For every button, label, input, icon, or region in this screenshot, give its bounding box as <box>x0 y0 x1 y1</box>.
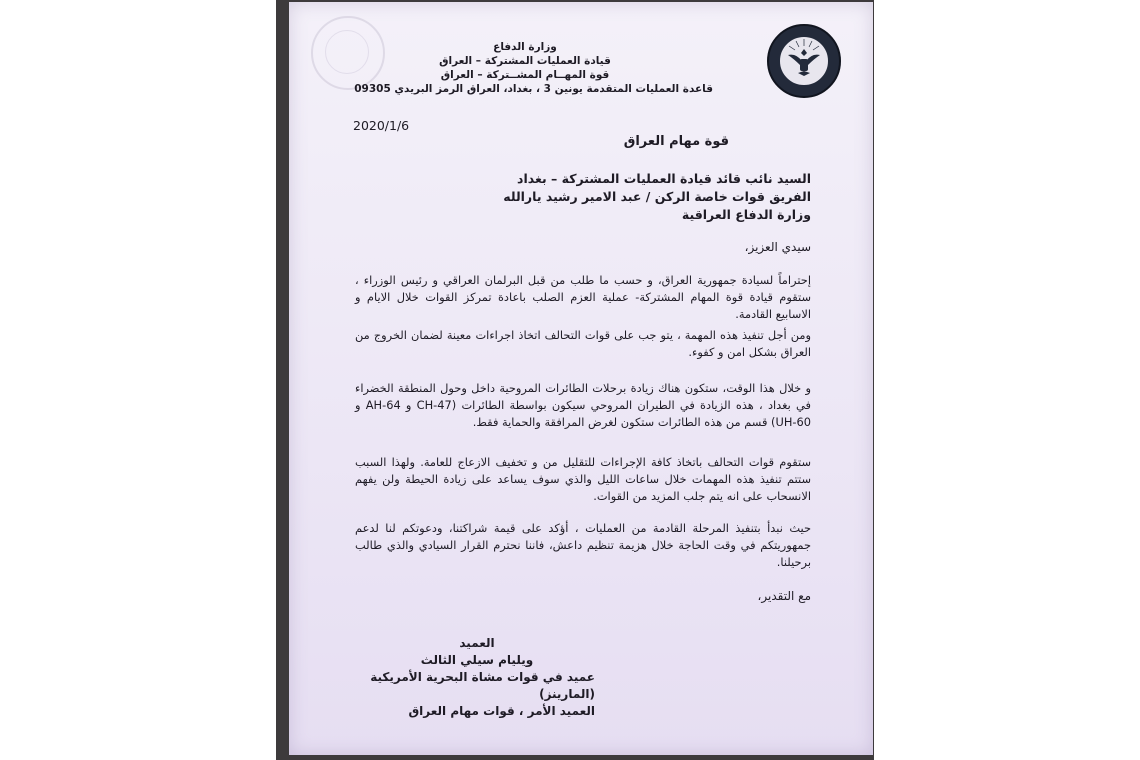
body-paragraph: ومن أجل تنفيذ هذه المهمة ، يتو جب على قوات التحالف اتخاذ اجراءات معينة لضمان الخروج من العراق بشكل امن و كفوء. <box>355 328 811 359</box>
body-paragraph: إحتراماً لسيادة جمهورية العراق، و حسب ما طلب من قبل البرلمان العراقي و رئيس الوزراء ، ستقوم قيادة قوة المهام المشتركة- عملية العزم الصلب باعادة تمركز القوات خلال الايام و الاسابيع القادمة. <box>355 273 811 321</box>
department-heading: قوة مهام العراق <box>623 134 729 149</box>
department-of-defense-seal-icon <box>767 24 841 98</box>
signature-title-2: العميد الأمر ، قوات مهام العراق <box>408 704 595 718</box>
signature-block <box>359 635 595 720</box>
recipient-block <box>351 170 811 224</box>
closing-line: مع التقدير، <box>757 589 811 603</box>
recipient-line-3: وزارة الدفاع العراقية <box>681 207 811 222</box>
recipient-line-1: السيد نائب قائد قيادة العمليات المشتركة – بغداد <box>517 171 811 186</box>
body-paragraph: ستقوم قوات التحالف باتخاذ كافة الإجراءات للتقليل من و تخفيف الازعاج للعامة. ولهذا السبب ستتم تنفيذ هذه المهمات خلال ساعات الليل والذي سوف يساعد على زيادة الحيطة ولن يفهم الانسحاب على انه يتم جلب المزيد من القوات. <box>355 455 811 503</box>
recipient-line-2: الفريق قوات خاصة الركن / عبد الامير رشيد يارالله <box>503 189 811 204</box>
letterhead-command: قيادة العمليات المشتركة – العراق <box>439 55 611 67</box>
letterhead-task-force: قوة المهــام المشــتركة – العراق <box>440 69 610 81</box>
salutation: سيدي العزيز، <box>744 240 811 254</box>
letterhead-ministry: وزارة الدفاع <box>493 41 557 53</box>
body-paragraph: حيث نبدأ بتنفيذ المرحلة القادمة من العمليات ، أؤكد على قيمة شراكتنا، ودعوتكم لنا لدعم جمهوريتكم في وقت الحاجة خلال هزيمة تنظيم داعش، فاننا نحترم القرار السيادي والذي طالب برحيلنا. <box>355 521 811 569</box>
letter-date: 2020/1/6 <box>353 118 410 133</box>
body-paragraph: و خلال هذا الوقت، ستكون هناك زيادة برحلات الطائرات المروحية داخل وحول المنطقة الخضراء في بغداد ، هذه الزيادة في الطيران المروحي سيكون بواسطة الطائرات (CH-47 و AH-64 و UH-60) قسم من هذه الطائرات ستكون لغرض المرافقة والحماية فقط. <box>355 381 811 429</box>
letterhead-address: قاعدة العمليات المتقدمة يونين 3 ، بغداد، العراق الرمز البريدي 09305 <box>354 83 713 95</box>
letterhead <box>329 40 721 96</box>
signature-rank: العميد <box>459 636 495 650</box>
letter-page <box>289 2 873 755</box>
eagle-icon <box>778 35 830 87</box>
signature-name: ويليام سيلي الثالث <box>420 653 534 667</box>
signature-title-1: عميد في قوات مشاة البحرية الأمريكية (المارينز) <box>370 670 595 701</box>
